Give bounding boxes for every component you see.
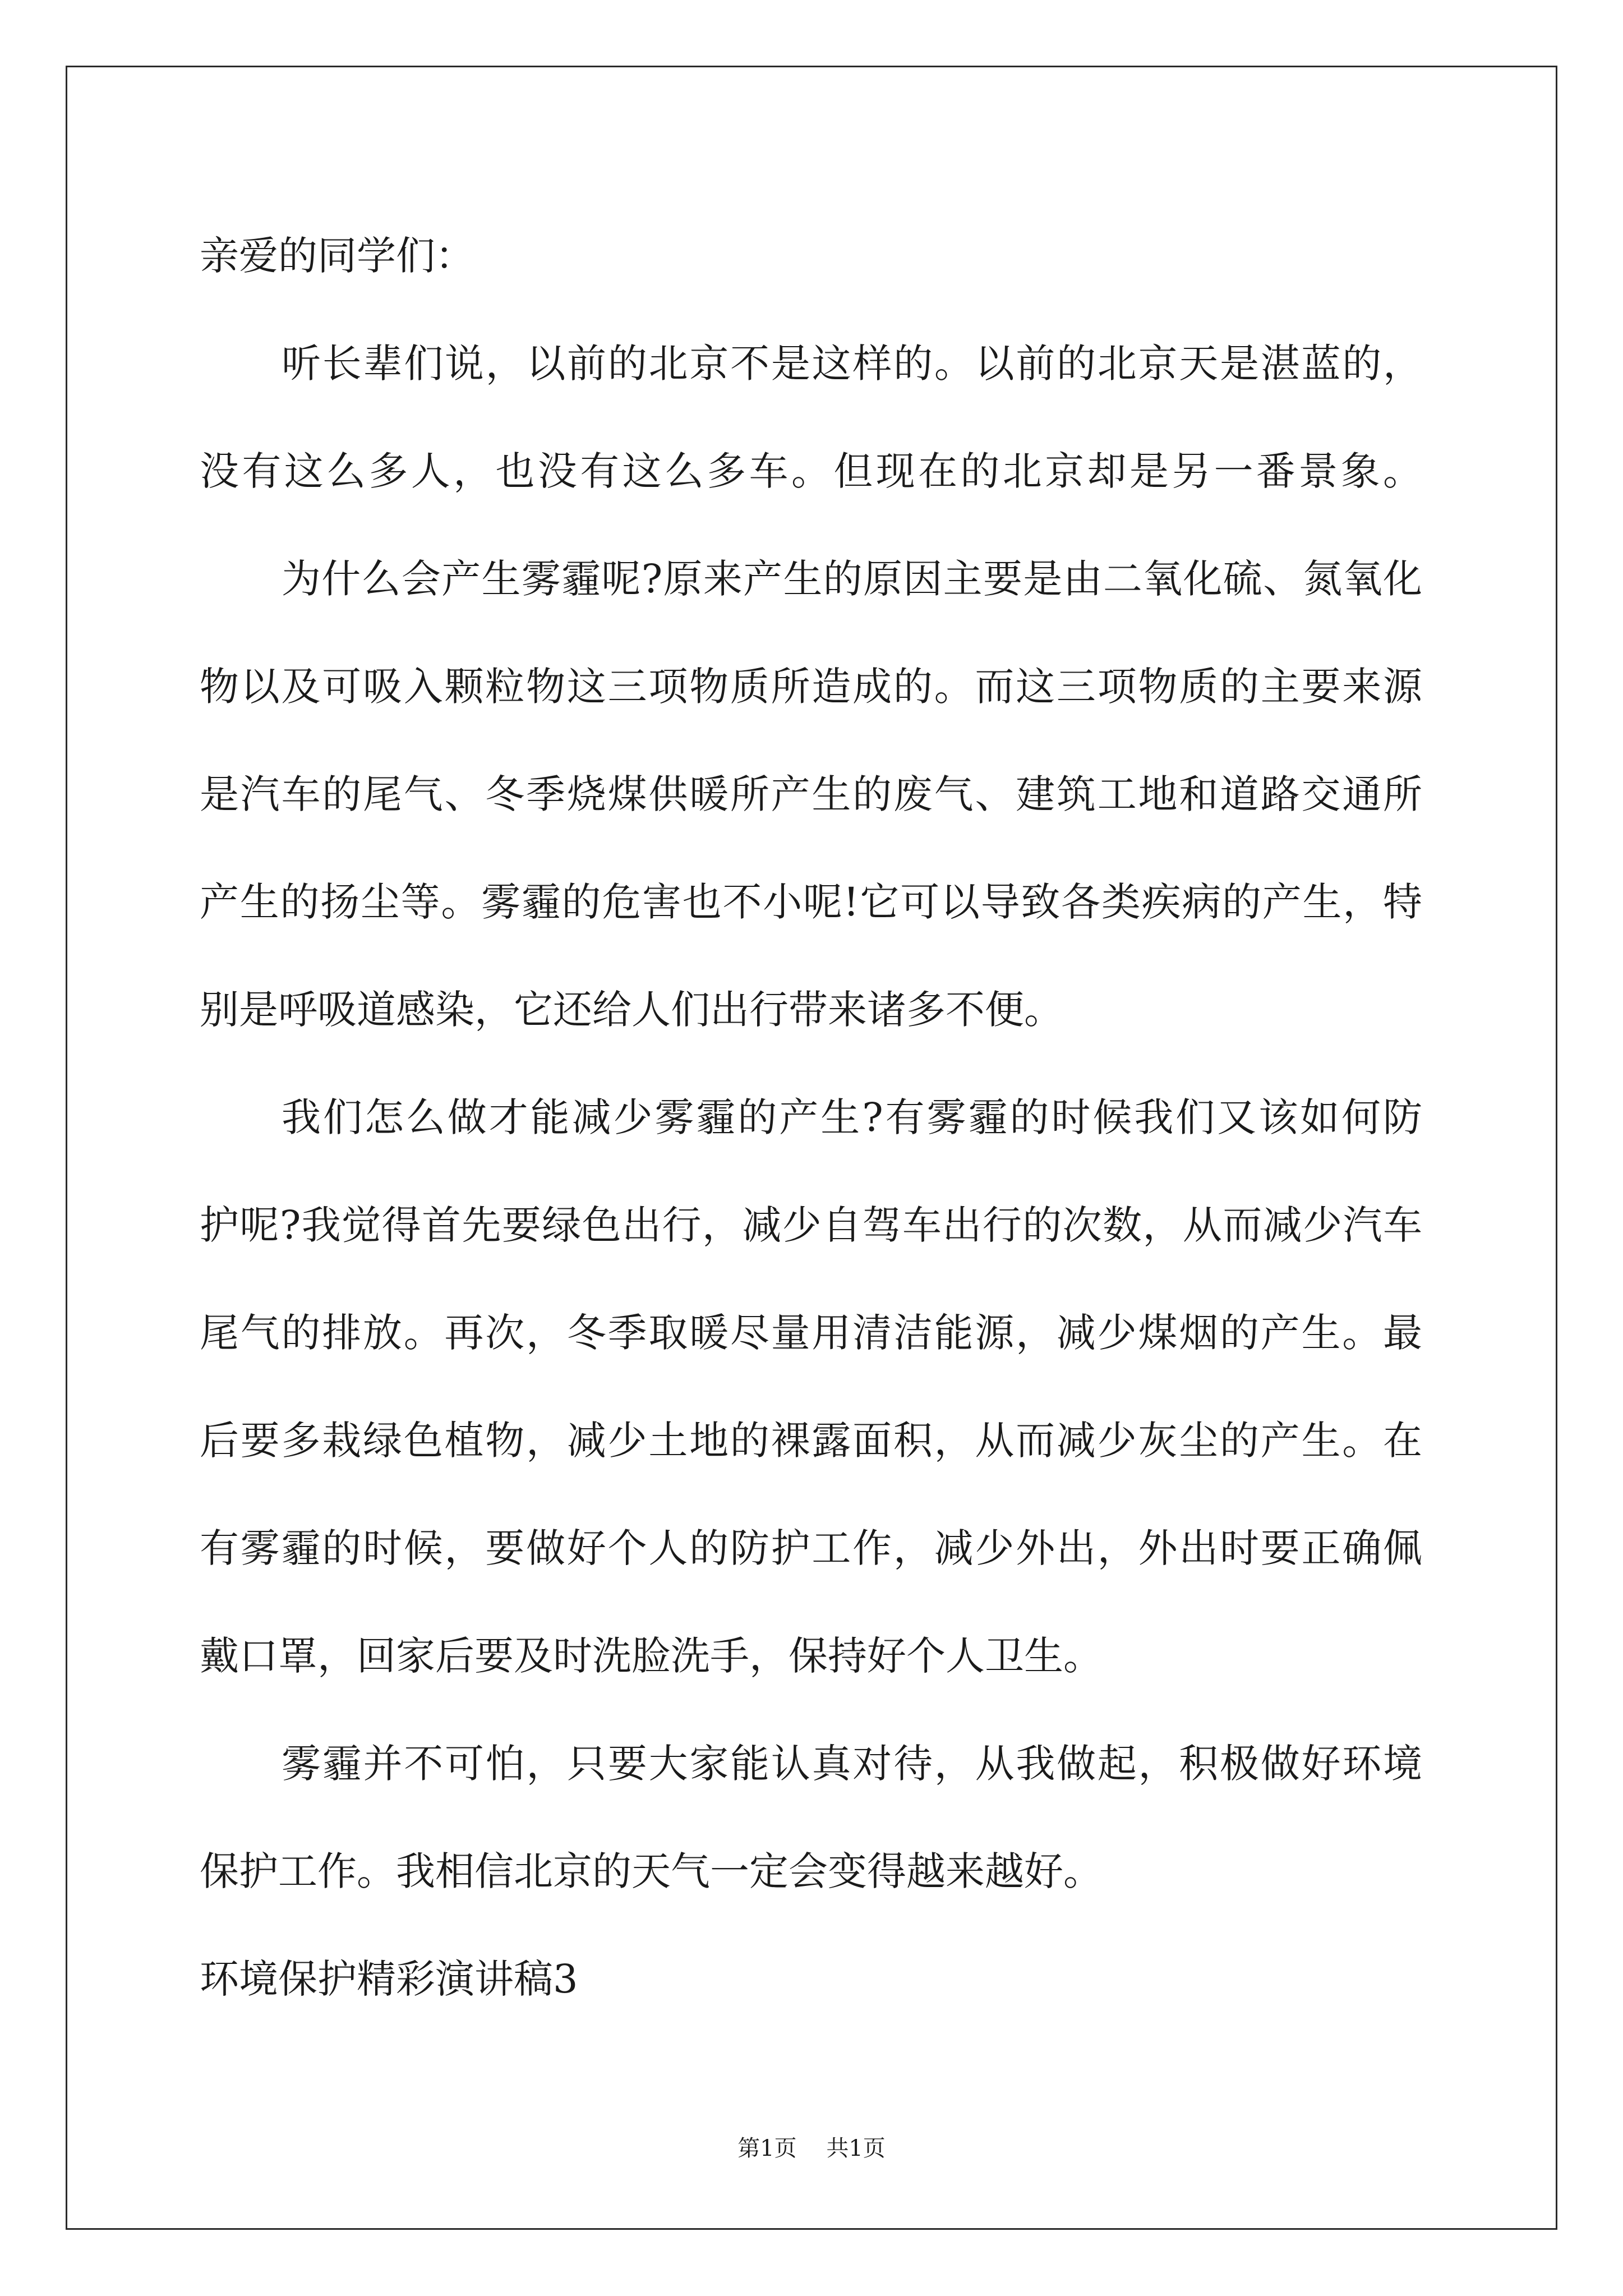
- paragraph-line: 雾霾并不可怕，只要大家能认真对待，从我做起，积极做好环境: [282, 1741, 1422, 1787]
- paragraph-line: 戴口罩，回家后要及时洗脸洗手，保持好个人卫生。: [200, 1633, 1103, 1679]
- paragraph-line: 保护工作。我相信北京的天气一定会变得越来越好。: [200, 1848, 1103, 1894]
- paragraph-line: 产生的扬尘等。雾霾的危害也不小呢!它可以导致各类疾病的产生，特: [200, 879, 1422, 925]
- paragraph-line: 是汽车的尾气、冬季烧煤供暖所产生的废气、建筑工地和道路交通所: [200, 771, 1422, 817]
- paragraph-line: 别是呼吸道感染，它还给人们出行带来诸多不便。: [200, 987, 1063, 1033]
- page-footer: [0, 2132, 1623, 2165]
- section-title: 环境保护精彩演讲稿3: [200, 1956, 578, 2002]
- greeting: 亲爱的同学们：: [200, 233, 474, 279]
- paragraph-line: 尾气的排放。再次，冬季取暖尽量用清洁能源，减少煤烟的产生。最: [200, 1310, 1422, 1356]
- paragraph-line: 有雾霾的时候，要做好个人的防护工作，减少外出，外出时要正确佩: [200, 1525, 1422, 1571]
- page-total: 共1页: [826, 2136, 886, 2161]
- paragraph-line: 护呢?我觉得首先要绿色出行，减少自驾车出行的次数，从而减少汽车: [200, 1202, 1422, 1248]
- paragraph-line: 听长辈们说，以前的北京不是这样的。以前的北京天是湛蓝的，: [282, 341, 1422, 386]
- paragraph-line: 我们怎么做才能减少雾霾的产生?有雾霾的时候我们又该如何防: [282, 1094, 1422, 1140]
- paragraph-line: 物以及可吸入颗粒物这三项物质所造成的。而这三项物质的主要来源: [200, 664, 1422, 710]
- document-body: [200, 202, 1422, 2033]
- paragraph-line: 没有这么多人，也没有这么多车。但现在的北京却是另一番景象。: [200, 448, 1422, 494]
- paragraph-line: 为什么会产生雾霾呢?原来产生的原因主要是由二氧化硫、氮氧化: [282, 556, 1422, 602]
- page-number: 第1页: [737, 2136, 797, 2161]
- paragraph-line: 后要多栽绿色植物，减少土地的裸露面积，从而减少灰尘的产生。在: [200, 1418, 1422, 1464]
